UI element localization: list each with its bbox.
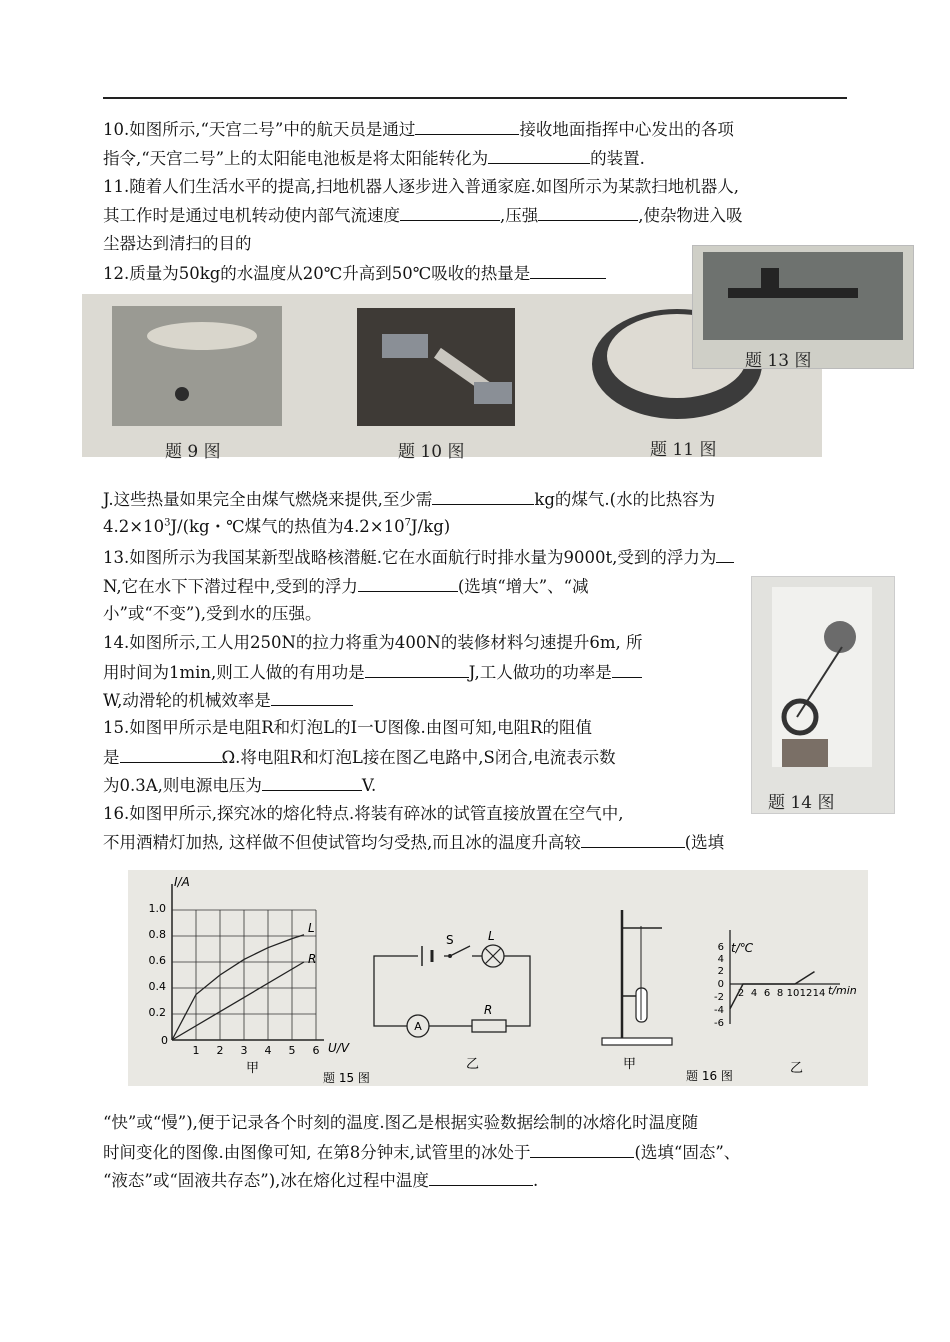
- q13-line3: 小”或“不变”),受到水的压强。: [103, 604, 322, 623]
- q16-line5: “液态”或“固液共存态”),冰在熔化过程中温度 .: [103, 1171, 539, 1190]
- answer-blank[interactable]: [612, 661, 642, 678]
- y-tick-label: 0.8: [148, 928, 166, 941]
- x-tick-label: 14: [812, 988, 826, 999]
- worker-figure: [824, 621, 856, 653]
- x-tick-label: 6: [763, 988, 771, 999]
- q12-line1: 12.质量为50kg的水温度从20℃升高到50℃吸收的热量是: [103, 262, 606, 285]
- q14-line1: 14.如图所示,工人用250N的拉力将重为400N的装修材料匀速提升6m, 所: [103, 633, 643, 652]
- q11-line3: 尘器达到清扫的目的: [103, 234, 252, 253]
- fig15-x-ticks: [193, 1044, 320, 1057]
- q12-line3: $4.2\times 10^3J/(kg$・℃煤气的热值为$4.2\times 10^7J/kg$): [103, 517, 451, 536]
- x-tick-label: 2: [216, 1044, 224, 1057]
- y-tick-label: -6: [714, 1018, 724, 1029]
- caption-fig10: 题 10 图: [398, 442, 465, 462]
- caption-fig13: 题 13 图: [745, 351, 812, 371]
- switch-pivot: [448, 954, 452, 958]
- q16-line2: 不用酒精灯加热, 这样做不但使试管均匀受热,而且冰的温度升高较 (选填: [103, 833, 725, 852]
- q11-line1: 11.随着人们生活水平的提高,扫地机器人逐步进入普通家庭.如图所示为某款扫地机器人,: [103, 177, 739, 196]
- fig15-x-axis-label: U/V: [328, 1041, 350, 1055]
- fig15-y-axis-label: I/A: [174, 875, 190, 889]
- submarine-hull: [728, 288, 858, 298]
- parachute-shape: [147, 322, 257, 350]
- fig16-sub-b: 乙: [790, 1061, 804, 1076]
- fig16-y-ticks: [714, 942, 724, 1029]
- y-tick-label: 0.6: [148, 954, 166, 967]
- fig15-sub-a: 甲: [246, 1061, 260, 1076]
- curve-L: [172, 935, 304, 1040]
- y-tick-label: -4: [714, 1005, 724, 1016]
- y-tick-label: 0.4: [148, 980, 166, 993]
- skydiver-figure: [175, 387, 189, 401]
- resistor-icon: [472, 1020, 506, 1032]
- answer-blank[interactable]: [488, 147, 590, 164]
- circuit-A-label: A: [414, 1020, 422, 1033]
- caption-fig14: 题 14 图: [768, 793, 835, 813]
- answer-blank[interactable]: [120, 746, 222, 763]
- fig16-x-ticks: [738, 988, 826, 999]
- x-tick-label: 4: [750, 988, 758, 999]
- answer-blank[interactable]: [538, 204, 638, 221]
- caption-fig16: 题 16 图: [686, 1069, 733, 1083]
- circuit-wire: [374, 956, 530, 1026]
- answer-blank[interactable]: [415, 118, 519, 135]
- q12-line2: J.这些热量如果完全由煤气燃烧来提供,至少需 kg的煤气.(水的比热容为: [103, 490, 716, 509]
- fig16-y-axis-label: t/℃: [731, 941, 754, 955]
- fig16-x-axis-label: t/min: [828, 984, 857, 997]
- answer-blank[interactable]: [530, 262, 606, 279]
- y-tick-label: 6: [717, 942, 724, 953]
- x-tick-label: 3: [240, 1044, 248, 1057]
- x-tick-label: 4: [264, 1044, 272, 1057]
- fig15-circuit: [374, 929, 530, 1072]
- answer-blank[interactable]: [429, 1169, 533, 1186]
- y-tick-label: 0.2: [148, 1006, 166, 1019]
- answer-blank[interactable]: [271, 689, 353, 706]
- caption-fig9: 题 9 图: [165, 442, 221, 462]
- fig15-graph: [149, 875, 350, 1076]
- y-tick-label: 0: [161, 1034, 168, 1047]
- q13-line2: N,它在水下下潜过程中,受到的浮力 (选填“增大”、“减: [103, 577, 589, 596]
- figure-panel-15-16: [128, 870, 868, 1086]
- answer-blank[interactable]: [365, 661, 469, 678]
- q13-line1: 13.如图所示为我国某新型战略核潜艇.它在水面航行时排水量为9000t,受到的浮力为: [103, 546, 734, 569]
- fig16-graph: [714, 930, 857, 1076]
- x-tick-label: 10: [786, 988, 800, 999]
- x-tick-label: 5: [288, 1044, 296, 1057]
- circuit-L-label: L: [488, 929, 495, 943]
- answer-blank[interactable]: [716, 546, 734, 563]
- q15-line1: 15.如图甲所示是电阻R和灯泡L的Ⅰ一U图像.由图可知,电阻R的阻值: [103, 718, 592, 737]
- fig15-grid: [172, 910, 316, 1040]
- caption-fig11: 题 11 图: [650, 440, 717, 460]
- q14-line3: W,动滑轮的机械效率是: [103, 689, 353, 712]
- y-tick-label: 2: [717, 966, 724, 977]
- x-tick-label: 1: [192, 1044, 200, 1057]
- x-tick-label: 8: [776, 988, 784, 999]
- circuit-R-label: R: [484, 1003, 493, 1017]
- fig16-apparatus: [602, 910, 672, 1072]
- y-tick-label: 1.0: [148, 902, 166, 915]
- fig15-sub-b: 乙: [466, 1057, 480, 1072]
- solar-panel: [382, 334, 428, 358]
- figures-svg: [128, 870, 868, 1086]
- x-tick-label: 2: [737, 988, 745, 999]
- answer-blank[interactable]: [400, 204, 500, 221]
- curve-R-label: R: [308, 952, 317, 966]
- fig15-y-ticks: [149, 902, 169, 1047]
- answer-blank[interactable]: [262, 774, 362, 791]
- q15-line3: 为0.3A,则电源电压为 V.: [103, 776, 377, 795]
- stand-base: [602, 1038, 672, 1045]
- q10-line1: 10.如图所示,“天宫二号”中的航天员是通过 接收地面指挥中心发出的各项: [103, 120, 734, 139]
- q16-line3: “快”或“慢”),便于记录各个时刻的温度.图乙是根据实验数据绘制的冰熔化时温度随: [103, 1113, 699, 1132]
- q16-line1: 16.如图甲所示,探究冰的熔化特点.将装有碎冰的试管直接放置在空气中,: [103, 804, 624, 823]
- load-box: [782, 739, 828, 767]
- circuit-S-label: S: [446, 933, 454, 947]
- header-rule: [103, 97, 847, 99]
- x-tick-label: 12: [799, 988, 813, 999]
- photo-fig14: [751, 576, 895, 814]
- q15-line2: 是 Ω.将电阻R和灯泡L接在图乙电路中,S闭合,电流表示数: [103, 748, 616, 767]
- answer-blank[interactable]: [432, 488, 534, 505]
- space-station-photo: [357, 308, 515, 426]
- y-tick-label: 0: [717, 979, 724, 990]
- curve-L-label: L: [308, 921, 315, 935]
- q14-line2: 用时间为1min,则工人做的有用功是 J,工人做功的功率是: [103, 661, 642, 684]
- submarine-sail: [761, 268, 779, 290]
- caption-fig15: 题 15 图: [323, 1071, 370, 1085]
- q11-line2: 其工作时是通过电机转动使内部气流速度 ,压强 ,使杂物进入吸: [103, 206, 743, 225]
- x-tick-label: 6: [312, 1044, 320, 1057]
- solar-panel: [474, 382, 512, 404]
- fig16-sub-a: 甲: [623, 1057, 637, 1072]
- pulley-art: [752, 577, 894, 813]
- y-tick-label: 4: [717, 954, 724, 965]
- curve-R: [172, 962, 304, 1040]
- q16-line4: 时间变化的图像.由图像可知, 在第8分钟末,试管里的冰处于 (选填“固态”、: [103, 1143, 741, 1162]
- q10-line2: 指令,“天宫二号”上的太阳能电池板是将太阳能转化为 的装置.: [103, 149, 645, 168]
- answer-blank[interactable]: [358, 575, 458, 592]
- answer-blank[interactable]: [530, 1141, 634, 1158]
- answer-blank[interactable]: [581, 831, 685, 848]
- y-tick-label: -2: [714, 992, 724, 1003]
